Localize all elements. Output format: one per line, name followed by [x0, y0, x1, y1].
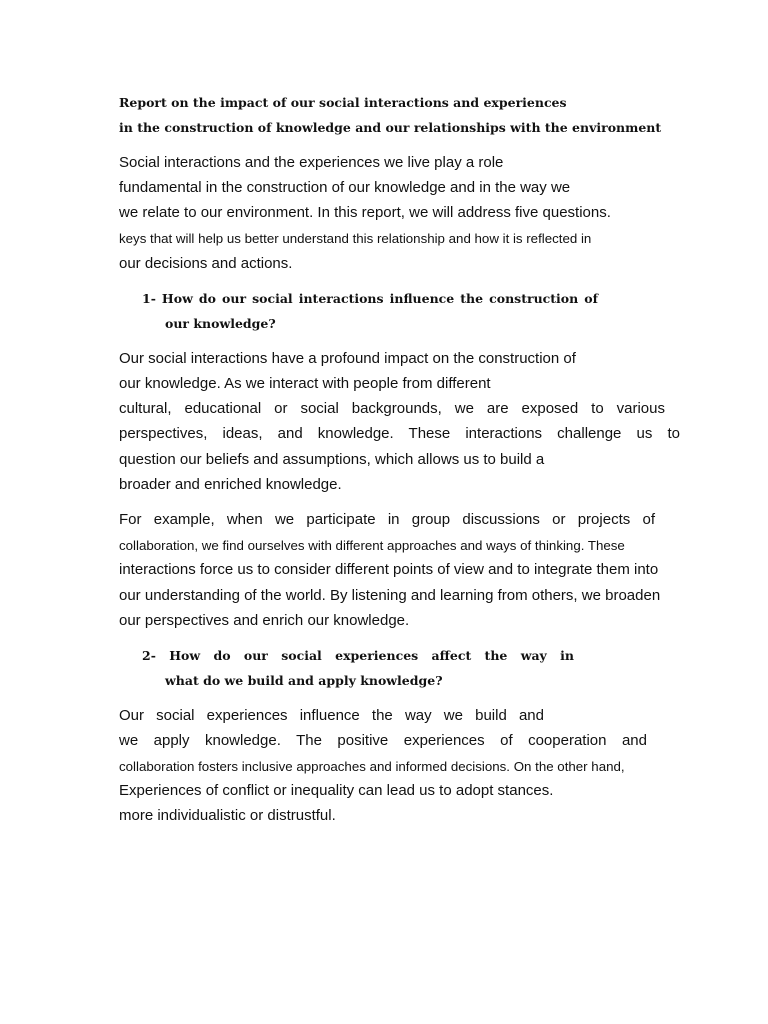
paragraph-3-line-2: we apply knowledge. The positive experiences of cooperation and [119, 732, 647, 749]
intro-line-1: Social interactions and the experiences we live play a role [119, 154, 504, 171]
paragraph-2-line-1: For example, when we participate in group discussions or projects of [119, 511, 655, 528]
paragraph-1-line-5: question our beliefs and assumptions, which allows us to build a [119, 451, 545, 468]
intro-line-3: we relate to our environment. In this report, we will address five questions. [119, 204, 611, 221]
paragraph-1-line-6: broader and enriched knowledge. [119, 476, 342, 493]
intro-line-2: fundamental in the construction of our knowledge and in the way we [119, 179, 571, 196]
paragraph-2-line-4: our understanding of the world. By listening and learning from others, we broaden [119, 587, 661, 604]
report-title-line-2: in the construction of knowledge and our relationships with the environment [119, 120, 662, 135]
paragraph-3-line-1: Our social experiences influence the way we build and [119, 707, 544, 724]
paragraph-2-line-3: interactions force us to consider different points of view and to integrate them into [119, 561, 659, 578]
question-2-heading-line-2: what do we build and apply knowledge? [165, 673, 443, 688]
intro-line-5: our decisions and actions. [119, 255, 293, 272]
paragraph-2-line-2: collaboration, we find ourselves with different approaches and ways of thinking. These [119, 538, 625, 553]
paragraph-3-line-5: more individualistic or distrustful. [119, 807, 336, 824]
paragraph-1-line-1: Our social interactions have a profound impact on the construction of [119, 350, 576, 367]
question-1-heading-line-2: our knowledge? [165, 316, 276, 331]
paragraph-2-line-5: our perspectives and enrich our knowledge. [119, 612, 410, 629]
paragraph-1-line-2: our knowledge. As we interact with people from different [119, 375, 491, 392]
paragraph-1-line-3: cultural, educational or social backgrounds, we are exposed to various [119, 400, 665, 417]
question-2-heading-line-1: 2- How do our social experiences affect the way in [142, 648, 574, 663]
paragraph-3-line-3: collaboration fosters inclusive approaches and informed decisions. On the other hand, [119, 759, 625, 774]
paragraph-3-line-4: Experiences of conflict or inequality can lead us to adopt stances. [119, 782, 554, 799]
report-title-line-1: Report on the impact of our social interactions and experiences [119, 95, 567, 110]
paragraph-1-line-4: perspectives, ideas, and knowledge. These interactions challenge us to [119, 425, 680, 442]
question-1-heading-line-1: 1- How do our social interactions influence the construction of [142, 291, 598, 306]
intro-line-4: keys that will help us better understand this relationship and how it is reflected in [119, 231, 592, 246]
